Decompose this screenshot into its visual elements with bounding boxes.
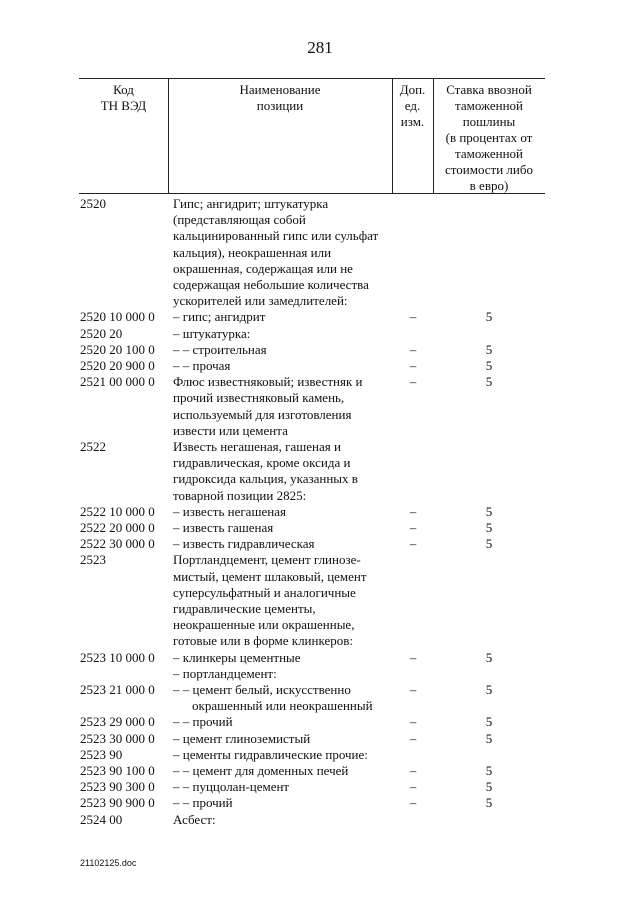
row-rate: 5: [485, 520, 493, 535]
row-name-line: окрашенная, содержащая или не: [173, 260, 353, 276]
row-code: 2523 90 100 0: [80, 763, 155, 778]
row-name: [173, 747, 378, 763]
row-unit: –: [409, 520, 417, 535]
row-code: 2522 20 000 0: [80, 520, 155, 535]
row-name: [173, 731, 378, 747]
row-name-line: (представляющая собой: [173, 212, 306, 228]
row-rate: 5: [485, 341, 493, 357]
row-code: 2520: [80, 196, 106, 211]
row-code: 2523 90 300 0: [80, 779, 155, 795]
row-rate: 5: [485, 779, 493, 795]
row-code: 2521 00 000 0: [80, 374, 155, 390]
row-name-line: извести или цемента: [173, 422, 288, 438]
row-rate: 5: [485, 714, 493, 730]
row-name-line: содержащая небольшие количества: [173, 277, 369, 293]
row-code: 2522: [80, 439, 106, 454]
row-unit: –: [409, 341, 417, 357]
row-rate: 5: [485, 358, 493, 373]
row-name-line: – известь негашеная: [173, 503, 286, 519]
row-rate: 5: [485, 649, 493, 665]
row-name-line: Известь негашеная, гашеная и: [173, 439, 341, 454]
row-name-line: – – пуццолан-цемент: [173, 779, 290, 795]
page-number: 281: [307, 38, 333, 57]
row-name-line: товарной позиции 2825:: [173, 487, 307, 503]
header-rate: Ставка ввозной таможенной пошлины (в процентах от таможенной стоимости либо в евро): [444, 82, 533, 193]
row-rate: 5: [485, 374, 493, 390]
row-code: 2520 10 000 0: [80, 309, 155, 325]
row-code: 2523 29 000 0: [80, 714, 155, 730]
row-code: 2523 30 000 0: [80, 730, 155, 746]
row-unit: –: [409, 714, 417, 730]
row-name-line: Гипс; ангидрит; штукатурка: [173, 196, 329, 211]
header-code: Код ТН ВЭД: [100, 82, 147, 113]
row-name-line: – – цемент белый, искусственно: [173, 682, 351, 697]
row-rate: 5: [485, 730, 493, 746]
row-code: 2523 10 000 0: [80, 649, 155, 665]
row-name: [173, 536, 378, 552]
row-unit: –: [409, 795, 417, 811]
row-name: [173, 342, 378, 358]
row-code: 2522 30 000 0: [80, 536, 155, 552]
row-unit: –: [409, 374, 417, 390]
row-name-line: мистый, цемент шлаковый, цемент: [173, 568, 367, 584]
row-name-line: Асбест:: [173, 811, 216, 827]
row-name-line: прочий известняковый камень,: [173, 390, 345, 406]
row-rate: 5: [485, 536, 493, 552]
row-code: 2524 00: [80, 811, 123, 827]
row-name: [173, 552, 378, 649]
row-unit: –: [409, 682, 417, 697]
row-name: [173, 358, 378, 374]
row-name: [173, 326, 378, 342]
row-unit: –: [409, 358, 417, 373]
row-name: [173, 309, 378, 325]
row-name: [173, 650, 378, 666]
row-code: 2520 20: [80, 325, 123, 341]
row-code: 2523 90: [80, 746, 123, 762]
row-name-line: – известь гашеная: [173, 520, 274, 535]
row-name: [173, 504, 378, 520]
row-name: [173, 196, 378, 309]
row-name: [173, 763, 378, 779]
row-name-line: – – прочий: [173, 795, 233, 811]
row-name-line: Флюс известняковый; известняк и: [173, 374, 363, 390]
row-name: [173, 666, 378, 682]
row-name-line: – клинкеры цементные: [173, 649, 301, 665]
row-name-line: – – строительная: [173, 341, 267, 357]
row-unit: –: [409, 309, 417, 325]
row-name-line: гидравлическая, кроме оксида и: [173, 455, 351, 471]
row-name: [173, 520, 378, 536]
row-name: [173, 779, 378, 795]
row-name-line: – – цемент для доменных печей: [173, 763, 349, 778]
row-rate: 5: [485, 309, 493, 325]
row-code: 2520 20 100 0: [80, 341, 155, 357]
row-rate: 5: [485, 763, 493, 778]
row-name-line: Портландцемент, цемент глинозе-: [173, 552, 361, 568]
row-unit: –: [409, 730, 417, 746]
row-unit: –: [409, 649, 417, 665]
row-name-line: – портландцемент:: [173, 665, 277, 681]
row-rate: 5: [485, 795, 493, 811]
row-name-line: – известь гидравлическая: [173, 536, 315, 552]
row-name-line: – – прочая: [173, 358, 231, 373]
row-name-line: гидроксида кальция, указанных в: [173, 471, 358, 487]
row-name: [173, 374, 378, 439]
header-unit: Доп. ед. изм.: [399, 82, 426, 129]
row-name-line: гидравлические цементы,: [173, 601, 316, 616]
row-code: 2523 21 000 0: [80, 682, 155, 697]
row-name-line: – – прочий: [173, 714, 233, 730]
row-code: 2523 90 900 0: [80, 795, 155, 811]
row-name-line: – цементы гидравлические прочие:: [173, 746, 368, 762]
row-name-line: используемый для изготовления: [173, 406, 352, 422]
row-name-line: – гипс; ангидрит: [173, 309, 266, 325]
row-name: [173, 812, 378, 828]
footer-filename: 21102125.doc: [80, 858, 137, 868]
row-rate: 5: [485, 503, 493, 519]
row-name: [173, 682, 378, 714]
row-name-line: – цемент глиноземистый: [173, 730, 311, 746]
row-name-line: суперсульфатный и аналогичные: [173, 584, 356, 600]
row-unit: –: [409, 779, 417, 795]
header-name: Наименование позиции: [239, 82, 321, 113]
row-name-line: кальцинированный гипс или сульфат: [173, 228, 379, 244]
row-code: 2522 10 000 0: [80, 503, 155, 519]
row-unit: –: [409, 763, 417, 778]
row-name-line: ускорителей или замедлителей:: [173, 293, 348, 309]
row-rate: 5: [485, 682, 493, 697]
row-unit: –: [409, 503, 417, 519]
row-name-line: неокрашенные или окрашенные,: [173, 617, 355, 633]
row-name: [173, 795, 378, 811]
row-name-line: окрашенный или неокрашенный: [192, 698, 373, 714]
row-name: [173, 439, 378, 504]
row-name-line: кальция), неокрашенная или: [173, 244, 332, 260]
row-unit: –: [409, 536, 417, 552]
row-name-line: готовые или в форме клинкеров:: [173, 633, 353, 649]
row-code: 2523: [80, 552, 106, 568]
row-code: 2520 20 900 0: [80, 358, 155, 373]
row-name-line: – штукатурка:: [173, 325, 251, 341]
row-name: [173, 714, 378, 730]
table-top-rule: [79, 78, 545, 79]
